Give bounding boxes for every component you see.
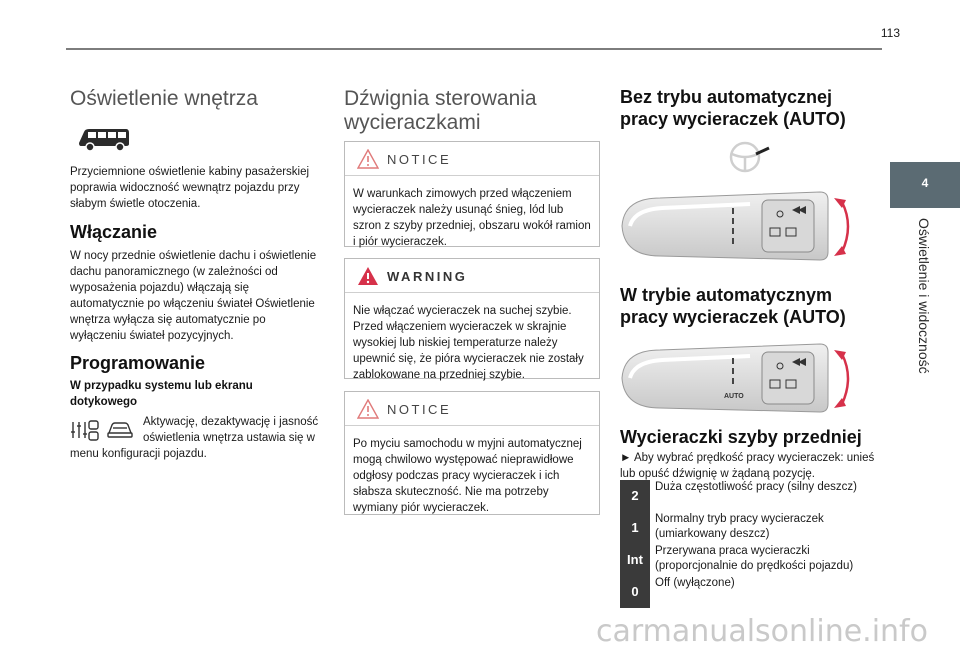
warning-header bbox=[345, 259, 599, 293]
programming-subtitle: W przypadku systemu lub ekranu dotykowego bbox=[70, 380, 253, 408]
position-badge: 1 bbox=[620, 512, 650, 544]
notice-text: W warunkach zimowych przed włączeniem wycieraczek należy usunąć śnieg, lód lub szron z szyby przedniej, obszaru wokół ramion i piór wycieraczek. bbox=[353, 188, 591, 248]
steering-wheel-icon bbox=[728, 140, 770, 174]
wiper-lever-auto-illustration bbox=[620, 338, 860, 418]
notice-header bbox=[345, 392, 599, 426]
caution-triangle-icon bbox=[357, 149, 379, 169]
legend-row bbox=[620, 480, 880, 512]
programming-text-b: menu konfiguracji pojazdu. bbox=[70, 448, 207, 460]
chapter-label: Oświetlenie i widoczność bbox=[916, 218, 932, 374]
auto-title-line1: W trybie automatycznym bbox=[620, 285, 833, 305]
position-description: Normalny tryb pracy wycieraczek (umiarkowany deszcz) bbox=[655, 513, 824, 540]
chapter-tab[interactable] bbox=[890, 162, 960, 208]
notice-text: Po myciu samochodu w myjni automatycznej mogą chwilowo występować nieprawidłowe odgłosy podczas pracy wycieraczek i ich słabsza skuteczność. Nie ma potrzeby wymiany piór wycieraczek. bbox=[353, 438, 582, 514]
warning-triangle-icon bbox=[357, 266, 379, 286]
programming-text-a: Aktywację, dezaktywację i jasność oświetlenia wnętrza ustawia się w bbox=[143, 416, 319, 444]
caution-triangle-icon bbox=[357, 399, 379, 419]
position-badge: Int bbox=[620, 544, 650, 576]
windscreen-wipers-title: Wycieraczki szyby przedniej bbox=[620, 427, 862, 447]
warning-box-dry-glass bbox=[344, 258, 600, 379]
auto-label: AUTO bbox=[724, 393, 744, 400]
warning-title: WARNING bbox=[387, 269, 468, 284]
position-description: Przerywana praca wycieraczki (proporcjonalnie do prędkości pojazdu) bbox=[655, 545, 854, 572]
wiper-lever-title-line1: Dźwignia sterowania bbox=[344, 87, 537, 110]
settings-apps-icon bbox=[70, 418, 100, 442]
car-settings-icon bbox=[106, 420, 134, 440]
legend-row bbox=[620, 512, 880, 544]
notice-title: NOTICE bbox=[387, 402, 452, 417]
legend-row bbox=[620, 544, 880, 576]
interior-lighting-intro: Przyciemnione oświetlenie kabiny pasażerskiej poprawia widoczność wewnątrz pojazdu przy słabym świetle otoczenia. bbox=[70, 166, 310, 210]
notice-box-winter bbox=[344, 141, 600, 247]
watermark: carmanualsonline.info bbox=[596, 614, 928, 649]
auto-title-line2: pracy wycieraczek (AUTO) bbox=[620, 307, 846, 327]
programming-title: Programowanie bbox=[70, 353, 206, 373]
van-icon bbox=[76, 124, 132, 152]
wiper-lever-illustration bbox=[620, 186, 860, 266]
warning-text: Nie włączać wycieraczek na suchej szybie. Przed włączeniem wycieraczek w skrajnie wysokiej lub niskiej temperaturze należy upewnić się, że pióra wycieraczek nie zostały zablokowane na przedniej szybie. bbox=[353, 305, 584, 381]
switch-on-title: Włączanie bbox=[70, 222, 158, 242]
notice-header bbox=[345, 142, 599, 176]
notice-box-car-wash bbox=[344, 391, 600, 515]
top-rule bbox=[66, 48, 882, 50]
notice-title: NOTICE bbox=[387, 152, 452, 167]
position-description: Duża częstotliwość pracy (silny deszcz) bbox=[655, 481, 857, 493]
wiper-speed-instruction: ► Aby wybrać prędkość pracy wycieraczek: unieś lub opuść dźwignię w żądaną pozycję. bbox=[620, 452, 875, 480]
wiper-lever-title-line2: wycieraczkami bbox=[344, 111, 481, 134]
chapter-number: 4 bbox=[921, 176, 929, 190]
position-badge: 0 bbox=[620, 576, 650, 608]
position-badge: 2 bbox=[620, 480, 650, 512]
interior-lighting-title: Oświetlenie wnętrza bbox=[70, 87, 258, 110]
no-auto-title-line2: pracy wycieraczek (AUTO) bbox=[620, 109, 846, 129]
no-auto-title-line1: Bez trybu automatycznej bbox=[620, 87, 833, 107]
page-number: 113 bbox=[880, 26, 900, 40]
legend-row bbox=[620, 576, 880, 608]
switch-on-text: W nocy przednie oświetlenie dachu i oświetlenie dachu panoramicznego (w zależności od wyposażenia pojazdu) włączają się automatycznie po włączeniu świateł Oświetlenie wnętrza wyłącza się automatycznie po wyłączeniu świateł pozycyjnych. bbox=[70, 250, 317, 342]
position-description: Off (wyłączone) bbox=[655, 577, 735, 589]
